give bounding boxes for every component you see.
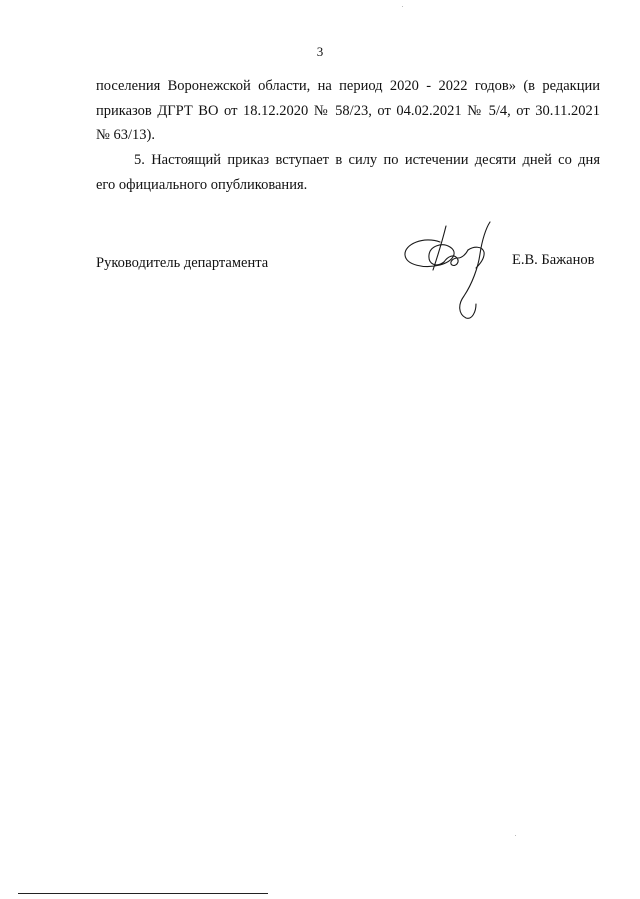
paragraph-line: № 63/13).	[96, 127, 155, 143]
signatory-title: Руководитель департамента	[96, 255, 269, 271]
footer-rule	[18, 893, 268, 894]
signatory-name: Е.В. Бажанов	[512, 252, 595, 268]
page-number: 3	[316, 44, 324, 59]
paragraph-line: поселения Воронежской области, на период 2020 - 2022 годов» (в редакции	[96, 78, 600, 94]
scan-speck	[402, 6, 403, 7]
paragraph-line: 5. Настоящий приказ вступает в силу по истечении десяти дней со дня	[134, 152, 600, 168]
paragraph-continuation	[96, 74, 600, 148]
scan-speck	[515, 835, 516, 836]
handwritten-signature	[396, 212, 516, 328]
paragraph-line: его официального опубликования.	[96, 176, 308, 193]
paragraph-line: приказов ДГРТ ВО от 18.12.2020 № 58/23, от 04.02.2021 № 5/4, от 30.11.2021	[96, 102, 600, 119]
paragraph-item-5	[96, 148, 600, 197]
